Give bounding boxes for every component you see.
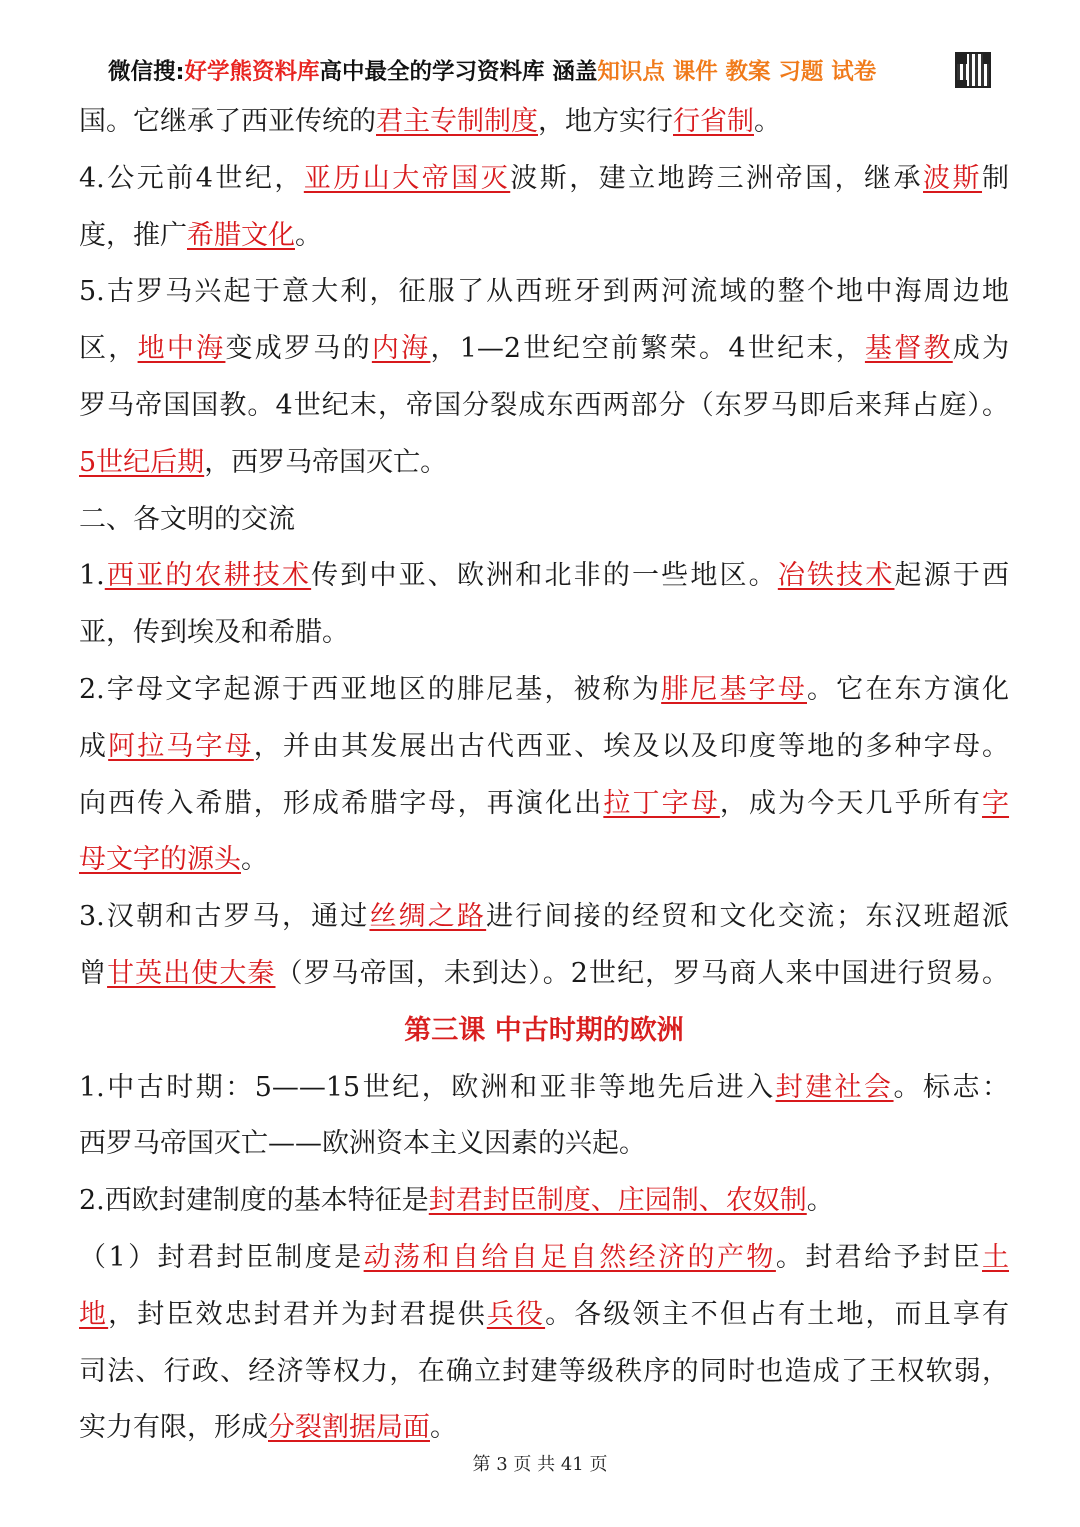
text-run: 起源于西: [894, 560, 1010, 592]
text-line: [79, 719, 1009, 776]
key-term: 基督教: [864, 333, 953, 365]
promo-banner: [108, 50, 998, 90]
text-run: 成为: [952, 333, 1010, 365]
text-line: [79, 1116, 1009, 1173]
document-body: [79, 94, 1009, 1457]
banner-segment: 知识点 课件 教案 习题 试卷: [597, 59, 877, 85]
text-line: [79, 1060, 1009, 1117]
key-term: 亚历山大帝国灭: [303, 162, 511, 194]
text-run: 。标志：: [893, 1071, 1010, 1103]
key-term: 土: [982, 1241, 1010, 1273]
text-run: 实力有限，形成: [79, 1412, 268, 1444]
text-run: 亚，传到埃及和希腊。: [79, 617, 349, 649]
key-term: 地中海: [137, 333, 226, 365]
text-line: [79, 1400, 1009, 1457]
text-line: [79, 889, 1009, 946]
text-line: [79, 94, 1009, 151]
text-run: ，1—2世纪空前繁荣。4世纪末，: [430, 333, 865, 365]
banner-segment: 微信搜:: [108, 59, 185, 85]
text-run: 波斯，建立地跨三洲帝国，继承: [510, 162, 924, 194]
text-line: [79, 264, 1009, 321]
key-term: 行省制: [673, 106, 754, 137]
key-term: 封君封臣制度、庄园制、农奴制: [428, 1185, 807, 1217]
text-run: 司法、行政、经济等权力，在确立封建等级秩序的同时也造成了王权软弱，: [79, 1355, 1009, 1387]
text-line: [79, 946, 1009, 1003]
key-term: 冶铁技术: [777, 560, 895, 592]
page-number: 第 3 页 共 41 页: [472, 1454, 608, 1475]
key-term: 动荡和自给自足自然经济的产物: [363, 1241, 776, 1273]
key-term: 母文字的源头: [79, 844, 241, 876]
text-run: ，成为今天几乎所有: [719, 787, 983, 819]
key-term: 波斯: [923, 162, 983, 194]
banner-segment: 好学熊资料库: [184, 59, 320, 85]
text-run: 。各级领主不但占有土地，而且享有: [545, 1298, 1010, 1330]
section-heading: [79, 1003, 1009, 1060]
text-run: 4.公元前4世纪，: [79, 162, 304, 194]
key-term: 腓尼基字母: [661, 673, 807, 705]
text-run: 成: [79, 730, 109, 762]
text-run: 。: [754, 106, 781, 137]
key-term: 丝绸之路: [369, 901, 487, 933]
text-run: 。: [295, 219, 322, 251]
text-run: 3.汉朝和古罗马，通过: [79, 901, 370, 933]
qr-code-icon[interactable]: [955, 52, 991, 88]
text-run: 变成罗马的: [225, 333, 372, 365]
text-run: 传到中亚、欧洲和北非的一些地区。: [311, 560, 778, 592]
text-line: [79, 321, 1009, 378]
text-run: 向西传入希腊，形成希腊字母，再演化出: [79, 787, 604, 819]
text-line: [79, 605, 1009, 662]
text-run: 制: [982, 162, 1010, 194]
key-term: 君主专制制度: [376, 106, 538, 137]
text-run: 度，推广: [79, 219, 187, 251]
text-run: 区，: [79, 333, 138, 365]
key-term: 拉丁字母: [603, 787, 720, 819]
text-line: [79, 662, 1009, 719]
text-line: [79, 1344, 1009, 1401]
text-run: 1.中古时期：5——15世纪，欧洲和亚非等地先后进入: [79, 1071, 776, 1103]
text-run: 国。它继承了西亚传统的: [79, 106, 376, 137]
text-run: （罗马帝国，未到达）。2世纪，罗马商人来中国进行贸易。: [275, 957, 1009, 989]
key-term: 字: [982, 787, 1010, 819]
text-run: ，地方实行: [538, 106, 673, 137]
text-run: 。: [806, 1185, 834, 1217]
text-run: ，西罗马帝国灭亡。: [204, 446, 448, 478]
key-term: 兵役: [486, 1298, 546, 1330]
text-run: 二、各文明的交流: [79, 503, 295, 535]
text-line: [79, 492, 1009, 549]
key-term: 甘英出使大秦: [107, 957, 276, 989]
text-run: 西罗马帝国灭亡——欧洲资本主义因素的兴起。: [79, 1128, 646, 1160]
text-line: [79, 832, 1009, 889]
text-run: 。它在东方演化: [807, 673, 1010, 705]
text-run: 罗马帝国国教。4世纪末，帝国分裂成东西两部分（东罗马即后来拜占庭）。: [79, 389, 1009, 421]
text-line: [79, 1173, 1009, 1230]
key-term: 西亚的农耕技术: [104, 560, 312, 592]
text-run: （1）封君封臣制度是: [79, 1241, 364, 1273]
text-run: 。: [430, 1412, 457, 1444]
text-line: [79, 151, 1009, 208]
text-line: [79, 435, 1009, 492]
text-run: 。封君给予封臣: [775, 1241, 983, 1273]
key-term: 5世纪后期: [79, 446, 205, 478]
text-run: ，并由其发展出古代西亚、埃及以及印度等地的多种字母。: [253, 730, 1010, 762]
text-line: [79, 1287, 1009, 1344]
key-term: 封建社会: [775, 1071, 894, 1103]
key-term: 分裂割据局面: [268, 1412, 430, 1444]
text-run: 2.西欧封建制度的基本特征是: [79, 1185, 429, 1217]
text-line: [79, 776, 1009, 833]
text-run: 第三课 中古时期的欧洲: [404, 1014, 684, 1046]
text-run: 曾: [79, 957, 108, 989]
text-line: [79, 548, 1009, 605]
key-term: 阿拉马字母: [108, 730, 254, 762]
text-run: 。: [241, 844, 268, 876]
text-line: [79, 378, 1009, 435]
text-run: 进行间接的经贸和文化交流；东汉班超派: [486, 901, 1010, 933]
text-line: [79, 1230, 1009, 1287]
banner-segment: 高中最全的学习资料库 涵盖: [319, 59, 598, 85]
key-term: 地: [79, 1298, 109, 1330]
text-run: 2.字母文字起源于西亚地区的腓尼基，被称为: [79, 673, 662, 705]
key-term: 希腊文化: [187, 219, 295, 251]
text-run: 1.: [79, 560, 105, 592]
text-run: ，封臣效忠封君并为封君提供: [108, 1298, 487, 1330]
text-run: 5.古罗马兴起于意大利，征服了从西班牙到两河流域的整个地中海周边地: [79, 276, 1009, 308]
text-line: [79, 208, 1009, 265]
key-term: 内海: [371, 333, 431, 365]
